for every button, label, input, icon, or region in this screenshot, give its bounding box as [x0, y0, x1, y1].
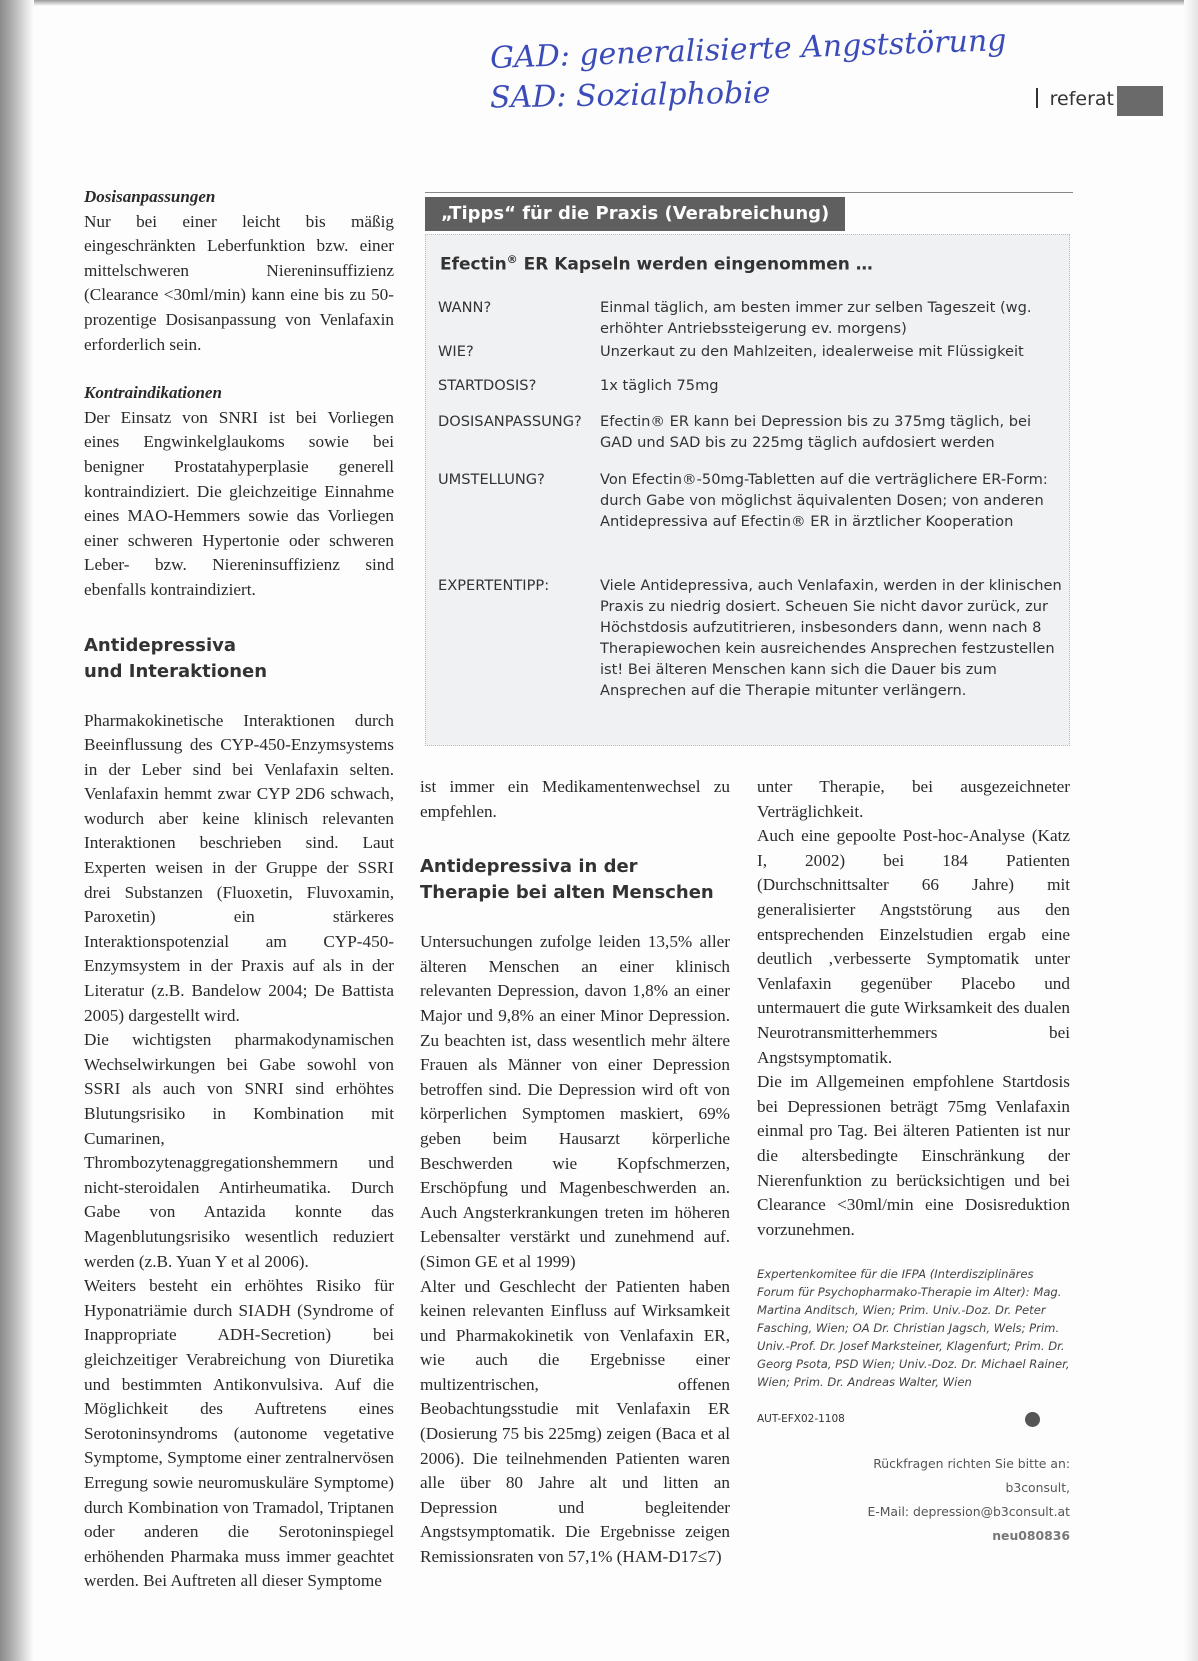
- tips-box: [425, 234, 1070, 746]
- left-column: [84, 185, 394, 1594]
- dosis-heading: Dosisanpassungen: [84, 187, 216, 206]
- tip-label: DOSISANPASSUNG?: [438, 413, 582, 430]
- end-marker-dot-icon: [1025, 1412, 1040, 1427]
- scan-edge-left: [0, 0, 34, 1661]
- expert-committee-credits: Expertenkomitee für die IFPA (Interdisziplinäres Forum für Psychopharmako-Therapie im Alter): Mag. Martina Anditsch, Wien; Prim. Univ.-Doz. Dr. Peter Fasching, Wien; OA Dr. Christian Jagsch, Wels; Prim. Univ.-Prof. Dr. Josef Marksteiner, Klagenfurt; Prim. Dr. Georg Psota, PSD Wien; Univ.-Doz. Dr. Michael Rainer, Wien; Prim. Dr. Andreas Walter, Wien: [757, 1267, 1070, 1389]
- registered-mark: ®: [506, 253, 518, 266]
- section-title-alte-menschen: [420, 854, 730, 906]
- scan-edge-right: [1184, 0, 1198, 1661]
- paragraph: ist immer ein Medikamentenwechsel zu empfehlen.: [420, 777, 730, 821]
- handwritten-note-sad: SAD: Sozialphobie: [489, 75, 771, 116]
- tips-heading-text: ER Kapseln werden eingenommen …: [517, 254, 873, 275]
- brand-name: Efectin: [440, 254, 507, 275]
- tip-value: Einmal täglich, am besten immer zur selben Tageszeit (wg. erhöhter Antriebssteigerung ev. morgens): [600, 299, 1032, 337]
- handwritten-note-gad: GAD: generalisierte Angststörung: [489, 22, 1007, 77]
- right-column: [757, 775, 1070, 1242]
- paragraph: Untersuchungen zufolge leiden 13,5% aller älteren Menschen an einer klinisch relevanten Depression, davon 1,8% an einer Major und 9,8% an einer Minor Depression. Zu beachten ist, dass wesentlich mehr ältere Frauen als Männer von einer Depression betroffen sind. Die Depression wird oft von körperlichen Symptomen maskiert, 69% geben beim Hausarzt körperliche Beschwerden wie Kopfschmerzen, Erschöpfung und Magenbeschwerden an. Auch Angsterkrankungen treten im höheren Lebensalter verstärkt und zunehmend auf. (Simon GE et al 1999): [420, 932, 730, 1271]
- section-label-text: referat: [1049, 88, 1114, 110]
- tip-value: Von Efectin®-50mg-Tabletten auf die verträglichere ER-Form: durch Gabe von möglichst äquivalenten Dosen; von anderen Antidepressiva auf Efectin® ER in ärztlicher Kooperation: [600, 471, 1048, 530]
- dosis-text: Nur bei einer leicht bis mäßig eingeschränkten Leberfunktion bzw. einer mittelschweren Niereninsuffizienz (Clearance <30ml/min) kann eine bis zu 50-prozentige Dosisanpassung von Venlafaxin erforderlich sein.: [84, 211, 394, 354]
- paragraph: Die wichtigsten pharmakodynamischen Wechselwirkungen bei Gabe sowohl von SSRI als auch von SNRI sind erhöhtes Blutungsrisiko in Kombination mit Cumarinen, Thrombozytenaggregationshemmern und nicht-steroidalen Antirheumatika. Durch Gabe von Antazida konnte das Magenblutungsrisiko wesentlich reduziert werden (z.B. Yuan Y et al 2006).: [84, 1030, 394, 1271]
- tip-value: Viele Antidepressiva, auch Venlafaxin, werden in der klinischen Praxis zu niedrig dosiert. Scheuen Sie nicht davor zurück, zur Höchstdosis aufzutitrieren, insbesonders dann, wenn nach 8 Therapiewochen kein ausreichendes Ansprechen festzustellen ist! Bei älteren Menschen kann sich die Dauer bis zum Ansprechen auf die Therapie mitunter verlängern.: [600, 577, 1062, 699]
- kontra-heading: Kontraindikationen: [84, 383, 222, 403]
- section-title-line: Therapie bei alten Menschen: [420, 882, 714, 904]
- paragraph: Auch eine gepoolte Post-hoc-Analyse (Katz I, 2002) bei 184 Patienten (Durchschnittsalter 66 Jahre) mit generalisierter Angststörung aus den entsprechenden Einzelstudien ergab eine deutlich ‚verbesserte Symptomatik unter Venlafaxin gegenüber Placebo und untermauert die gute Wirksamkeit des dualen Neurotransmitterhemmers bei Angstsymptomatik.: [757, 826, 1070, 1067]
- paragraph: Weiters besteht ein erhöhtes Risiko für Hyponatriämie durch SIADH (Syndrome of Inappropriate ADH-Secretion) bei gleichzeitiger Verabreichung von Diuretika und bestimmten Antikonvulsiva. Auf die Möglichkeit des Auftretens eines Serotoninsyndroms (autonome vegetative Symptome, Symptome einer zentralnervösen Erregung sowie neuromuskuläre Symptome) durch Kombination von Tramadol, Triptanen oder anderen die Serotoninspiegel erhöhenden Pharmaka muss immer geachtet werden. Bei Auftreten all dieser Symptome: [84, 1276, 394, 1591]
- tip-value: Efectin® ER kann bei Depression bis zu 375mg täglich, bei GAD und SAD bis zu 225mg täglich aufdosiert werden: [600, 413, 1032, 451]
- paragraph: Die im Allgemeinen empfohlene Startdosis bei Depressionen beträgt 75mg Venlafaxin einmal pro Tag. Bei älteren Patienten ist nur die altersbedingte Einschränkung der Nierenfunktion zu berücksichtigen und bei Clearance <30ml/min eine Dosisreduktion vorzunehmen.: [757, 1072, 1070, 1239]
- contact-email[interactable]: E-Mail: depression@b3consult.at: [867, 1504, 1070, 1519]
- tips-rule: [425, 192, 1073, 193]
- section-label: [1036, 88, 1114, 110]
- tip-value: 1x täglich 75mg: [600, 377, 719, 394]
- tip-label: UMSTELLUNG?: [438, 471, 545, 488]
- tip-value: Unzerkaut zu den Mahlzeiten, idealerweise mit Flüssigkeit: [600, 343, 1024, 360]
- section-title-interaktionen: [84, 633, 394, 685]
- header-color-block: [1117, 86, 1163, 116]
- paragraph: Alter und Geschlecht der Patienten haben keinen relevanten Einfluss auf Wirksamkeit und Pharmakokinetik von Venlafaxin ER, wie auch die Ergebnisse einer multizentrischen, offenen Beobachtungsstudie mit Venlafaxin ER (Dosierung 75 bis 225mg) zeigen (Baca et al 2006). Die teilnehmenden Patienten waren alle über 80 Jahre alt und litten an Depression und begleitender Angstsymptomatik. Die Ergebnisse zeigen Remissionsraten von 57,1% (HAM-D17≤7): [420, 1276, 730, 1567]
- document-code: AUT-EFX02-1108: [757, 1413, 845, 1425]
- section-title-line: und Interaktionen: [84, 660, 268, 682]
- section-title-line: Antidepressiva: [84, 634, 237, 656]
- middle-column: [420, 775, 730, 1570]
- header-divider: [1036, 88, 1038, 108]
- paragraph: Pharmakokinetische Interaktionen durch Beeinflussung des CYP-450-Enzymsystems in der Leber sind bei Venlafaxin selten. Venlafaxin hemmt zwar CYP 2D6 schwach, wodurch aber keine klinisch relevanten Interaktionen beschrieben sind. Laut Experten weisen in der Gruppe der SSRI drei Substanzen (Fluoxetin, Fluvoxamin, Paroxetin) ein stärkeres Interaktionspotenzial am CYP-450-Enzymsystem in der Praxis auf als in der Literatur (z.B. Bandelow 2004; De Battista 2005) dargestellt wird.: [84, 710, 394, 1025]
- tips-heading: [440, 253, 873, 275]
- kontra-text: Der Einsatz von SNRI ist bei Vorliegen eines Engwinkelglaukoms sowie bei benigner Prostatahyperplasie generell kontraindiziert. Die gleichzeitige Einnahme eines MAO-Hemmers sowie das Vorliegen einer schweren Hypertonie oder schweren Leber- bzw. Niereninsuffizienz sind ebenfalls kontraindiziert.: [84, 407, 394, 599]
- contact-company: b3consult,: [1005, 1480, 1070, 1495]
- scan-edge-top: [0, 0, 1198, 6]
- section-title-line: Antidepressiva in der: [420, 856, 638, 878]
- contact-block: [867, 1452, 1070, 1548]
- tips-title: „Tipps“ für die Praxis (Verabreichung): [425, 197, 845, 231]
- tip-label: EXPERTENTIPP:: [438, 577, 550, 594]
- contact-code: neu080836: [992, 1528, 1070, 1543]
- tip-label: STARTDOSIS?: [438, 377, 537, 394]
- contact-line: Rückfragen richten Sie bitte an:: [873, 1456, 1070, 1471]
- paragraph: unter Therapie, bei ausgezeichneter Verträglichkeit.: [757, 777, 1070, 821]
- tip-label: WANN?: [438, 299, 492, 316]
- tip-label: WIE?: [438, 343, 474, 360]
